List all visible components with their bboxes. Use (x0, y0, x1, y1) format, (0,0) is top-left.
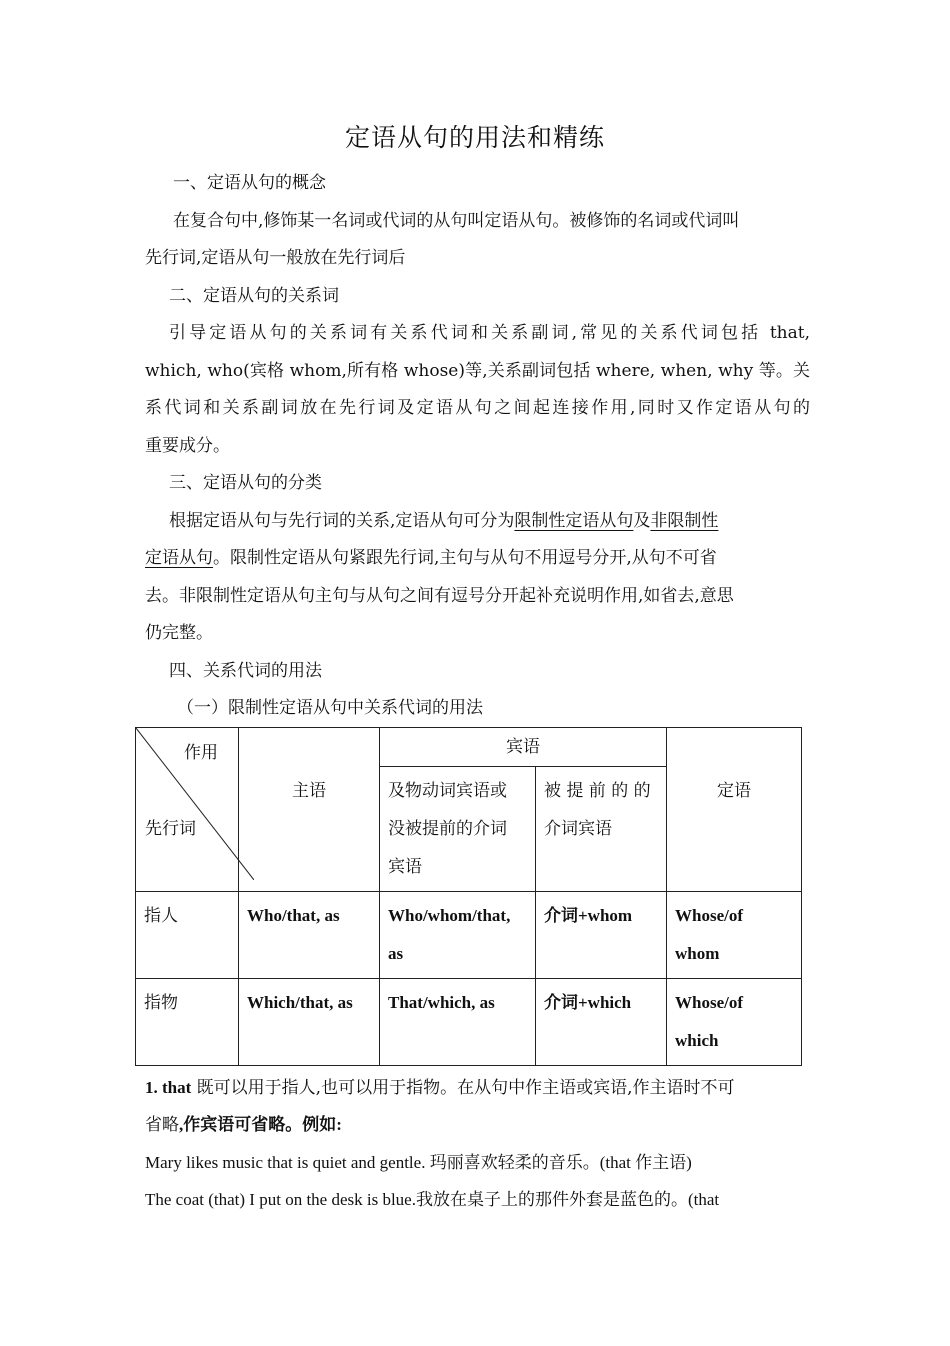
section-4-heading: 四、关系代词的用法 (169, 661, 322, 681)
item-number: 1. that (145, 1078, 192, 1097)
cell-line: whom (675, 944, 720, 963)
section-2-heading: 二、定语从句的关系词 (169, 286, 339, 306)
section-3-paragraph-line (145, 539, 810, 577)
section-3-paragraph-line: 仍完整。 (145, 623, 213, 643)
header-object-b (536, 767, 667, 892)
section-2-paragraph-line: which, who(宾格 whom,所有格 whose)等,关系副词包括 where, when, why 等。关 (145, 361, 810, 381)
cell-line: which (675, 1031, 719, 1050)
term-restrictive-clause: 限制性定语从句 (514, 511, 634, 531)
table-corner-cell (136, 728, 239, 892)
cell-attributive (667, 979, 802, 1066)
relative-pronoun-table (135, 727, 802, 1066)
that-section-line (145, 1069, 810, 1107)
term-nonrestrictive-clause: 非限制性 (650, 511, 719, 531)
corner-header-bottom: 先行词 (145, 819, 196, 839)
section-1-paragraph-line: 先行词,定语从句一般放在先行词后 (145, 248, 406, 268)
header-object-b-line: 被 提 前 的 的 (544, 781, 651, 801)
cell-subject: Who/that, as (239, 892, 380, 979)
table-row (136, 892, 802, 979)
section-2-paragraph-line: 重要成分。 (145, 436, 230, 456)
cell-object-b: 介词+which (536, 979, 667, 1066)
paragraph-text: 及 (633, 511, 651, 531)
paragraph-text: 既可以用于指人,也可以用于指物。在从句中作主语或宾语,作主语时不可 (191, 1078, 735, 1098)
cell-line: Whose/of (675, 906, 743, 925)
cell-subject: Which/that, as (239, 979, 380, 1066)
cell-line: Whose/of (675, 993, 743, 1012)
paragraph-text: 根据定语从句与先行词的关系,定语从句可分为 (169, 511, 515, 531)
paragraph-text: : (336, 1115, 342, 1134)
term-nonrestrictive-clause: 定语从句 (145, 548, 213, 568)
header-object-a-line: 没被提前的介词 (388, 819, 507, 839)
section-3-paragraph-line (169, 502, 810, 540)
section-3-heading: 三、定语从句的分类 (169, 473, 322, 493)
example-sentence: Mary likes music that is quiet and gentle. 玛丽喜欢轻柔的音乐。(that 作主语) (145, 1153, 692, 1172)
cell-line: That/which, as (388, 993, 495, 1012)
corner-header-top: 作用 (184, 743, 218, 763)
section-1-heading: 一、定语从句的概念 (173, 173, 326, 193)
paragraph-text: 。限制性定语从句紧跟先行词,主句与从句不用逗号分开,从句不可省 (213, 548, 717, 568)
section-3-paragraph-line: 去。非限制性定语从句主句与从句之间有逗号分开起补充说明作用,如省去,意思 (145, 586, 734, 606)
cell-line: as (388, 944, 404, 963)
header-object-a (380, 767, 536, 892)
header-object: 宾语 (380, 728, 667, 767)
cell-object-a (380, 979, 536, 1066)
section-2-paragraph-line: 系代词和关系副词放在先行词及定语从句之间起连接作用,同时又作定语从句的 (145, 398, 810, 418)
cell-object-b: 介词+whom (536, 892, 667, 979)
cell-object-a (380, 892, 536, 979)
section-1-paragraph-line: 在复合句中,修饰某一名词或代词的从句叫定语从句。被修饰的名词或代词叫 (173, 211, 740, 231)
that-section-line (145, 1106, 810, 1144)
table-row (136, 979, 802, 1066)
example-sentence: The coat (that) I put on the desk is blue.我放在桌子上的那件外套是蓝色的。(that (145, 1190, 720, 1209)
header-object-a-line: 宾语 (388, 857, 422, 877)
section-4-subheading: （一）限制性定语从句中关系代词的用法 (177, 698, 483, 718)
cell-line: Who/whom/that, (388, 906, 511, 925)
header-subject: 主语 (239, 728, 380, 892)
cell-attributive (667, 892, 802, 979)
row-label: 指人 (136, 892, 239, 979)
header-object-a-line: 及物动词宾语或 (388, 781, 507, 801)
row-label: 指物 (136, 979, 239, 1066)
header-object-b-line: 介词宾语 (544, 819, 612, 839)
header-attributive: 定语 (667, 728, 802, 892)
paragraph-text: ,作宾语可省略。例如 (179, 1115, 337, 1134)
paragraph-text: 省略 (145, 1115, 179, 1135)
section-2-paragraph-line: 引导定语从句的关系词有关系代词和关系副词,常见的关系代词包括 that, (169, 323, 810, 343)
document-title: 定语从句的用法和精练 (344, 123, 605, 152)
